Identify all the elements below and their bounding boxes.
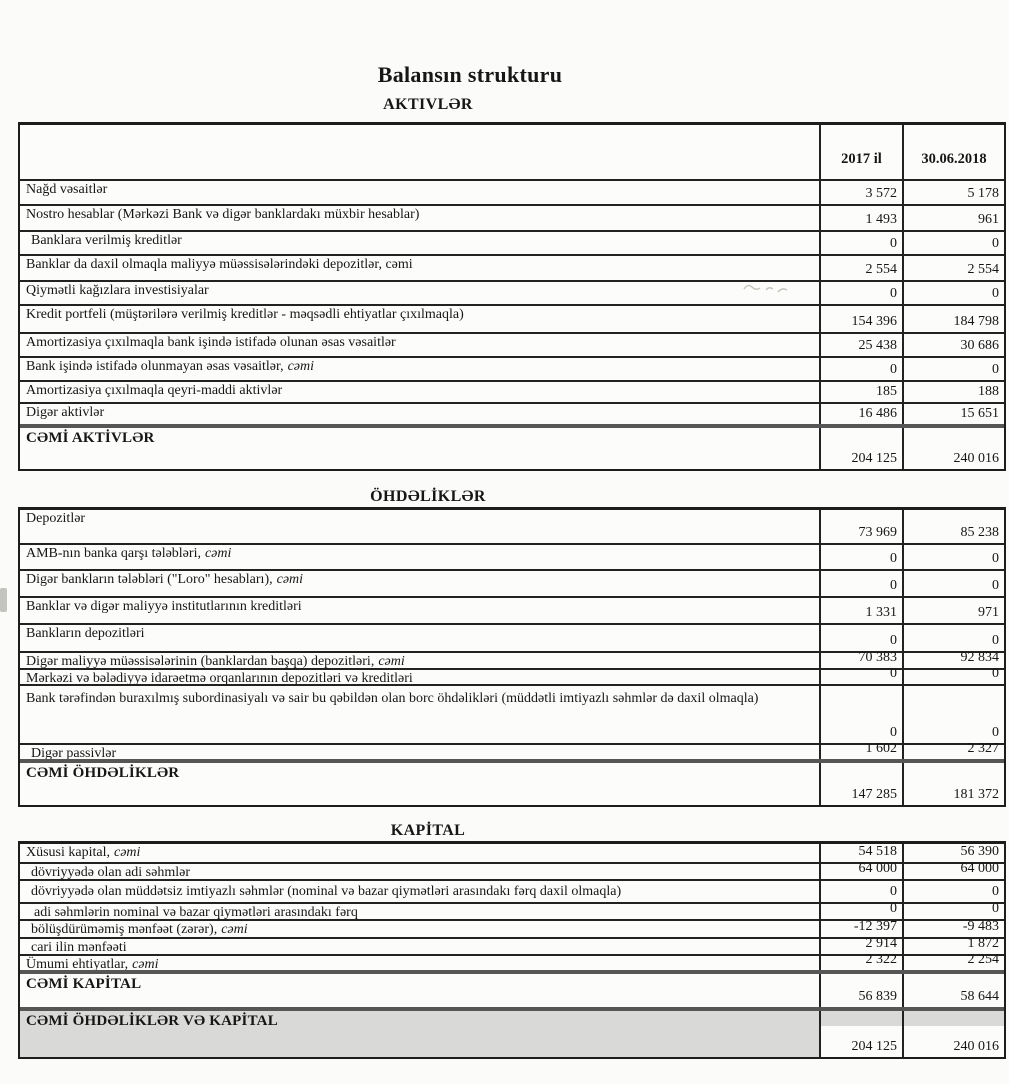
value-2017: 154 396 [819,306,902,332]
row-label-suffix: cəmi [378,654,405,668]
value-2018: 240 016 [902,428,1004,469]
row-label-suffix: cəmi [132,957,159,970]
table-kapital [18,841,1006,1059]
value-2017: 1 331 [819,598,902,623]
table-row [20,651,1004,668]
value-2017: 147 285 [819,763,902,805]
row-label: cari ilin mənfəəti [31,940,127,954]
value-2017: 0 [819,670,902,684]
value-2017: 73 969 [819,510,902,543]
table-row [20,879,1004,902]
table-row [20,510,1004,543]
value-2017: 0 [819,282,902,304]
row-label-text: Digər bankların tələbləri ("Loro" hesabları), [26,572,273,587]
row-label [20,358,819,380]
value-2018: 971 [902,598,1004,623]
value-2018: 2 554 [902,256,1004,280]
row-label: Amortizasiya çıxılmaqla bank işində istifadə olunan əsas vəsaitlər [26,335,396,350]
value-2017: 2 554 [819,256,902,280]
table-row [20,684,1004,743]
table-row [20,230,1004,254]
row-label: adi səhmlərin nominal və bazar qiymətləri arasındakı fərq [34,905,358,919]
row-label [20,545,819,569]
row-label-suffix: cəmi [276,572,304,587]
table-row [20,954,1004,970]
value-2018: 2 254 [902,956,1004,970]
row-label-text: Bank işində istifadə olunmayan əsas vəsaitlər, [26,359,284,374]
value-2018: 0 [902,358,1004,380]
row-label-suffix: cəmi [204,546,232,561]
value-2018: 1 872 [902,939,1004,954]
value-2018: 0 [902,686,1004,743]
row-label-suffix: cəmi [221,922,248,937]
value-2018: 0 [902,545,1004,569]
row-label: dövriyyədə olan adi səhmlər [31,865,191,879]
row-label [20,653,819,668]
value-2018: 240 016 [902,1011,1004,1057]
value-2017: 204 125 [819,428,902,469]
row-label: Digər passivlər [31,746,117,759]
value-2017: 0 [819,358,902,380]
value-2017: 0 [819,571,902,596]
row-label: Amortizasiya çıxılmaqla qeyri-maddi aktivlər [26,383,283,398]
value-2017: 0 [819,904,902,919]
section-heading-ohdelikler: ÖHDƏLİKLƏR [370,488,486,505]
table-row [20,668,1004,684]
table-row [20,623,1004,651]
table-row [20,569,1004,596]
value-2017: 1 602 [819,745,902,759]
table-row [20,304,1004,332]
row-label-text: Digər maliyyə müəssisələrinin (banklardan başqa) depozitləri, [26,654,375,668]
value-2017: 56 839 [819,974,902,1007]
column-header-2017: 2017 il [819,125,902,179]
row-label: dövriyyədə olan müddətsiz imtiyazlı səhmlər (nominal və bazar qiymətləri arasındakı fərq daxil olmaqla) [31,884,622,899]
total-row-ohdelikler [20,759,1004,805]
value-2017: 70 383 [819,653,902,668]
value-2017: 64 000 [819,864,902,879]
row-label: CƏMİ AKTİVLƏR [26,430,155,446]
value-2017: 1 493 [819,206,902,230]
value-2017: 0 [819,686,902,743]
value-2018: 184 798 [902,306,1004,332]
value-2018: 0 [902,625,1004,651]
table-row [20,543,1004,569]
table-row [20,862,1004,879]
value-2018: 0 [902,232,1004,254]
row-label: Nostro hesablar (Mərkəzi Bank və digər banklardakı müxbir hesablar) [26,207,420,222]
value-2018: 58 644 [902,974,1004,1007]
row-label: Digər aktivlər [26,405,105,420]
table-header-row [20,125,1004,179]
value-2018: 92 834 [902,653,1004,668]
total-row-kapital [20,970,1004,1007]
column-header-2018: 30.06.2018 [902,125,1004,179]
value-2017: 54 518 [819,844,902,862]
row-label-suffix: cəmi [287,359,315,374]
table-row [20,402,1004,424]
table-row [20,596,1004,623]
value-2018: 0 [902,282,1004,304]
value-2018: 64 000 [902,864,1004,879]
row-label [20,956,819,970]
row-label-text: AMB-nın banka qarşı tələbləri, [26,546,201,561]
row-label: Mərkəzi və bələdiyyə idarəetmə orqanlarının depozitləri və kreditləri [26,671,413,684]
value-2018: 15 651 [902,404,1004,424]
table-row [20,919,1004,937]
scan-smudge-artifact [0,588,7,612]
section-heading-kapital: KAPİTAL [390,822,466,839]
row-label-text: bölüşdürüməmiş mənfəət (zərər), [31,922,218,937]
value-2018: 0 [902,904,1004,919]
value-2018: -9 483 [902,921,1004,937]
header-empty-cell [20,125,819,179]
value-2017: 2 914 [819,939,902,954]
value-2018: 85 238 [902,510,1004,543]
value-2018: 30 686 [902,334,1004,356]
section-heading-aktivler: AKTIVLƏR [383,96,473,113]
table-row [20,332,1004,356]
value-2017: 2 322 [819,956,902,970]
row-label: Nağd vəsaitlər [26,182,108,197]
value-2018: 0 [902,881,1004,902]
row-label: Depozitlər [26,511,86,526]
value-2017: 25 438 [819,334,902,356]
row-label: Bankların depozitləri [26,626,145,641]
pencil-scribble-artifact [742,280,794,296]
value-2018: 56 390 [902,844,1004,862]
table-row [20,743,1004,759]
table-row [20,254,1004,280]
value-2017: 0 [819,881,902,902]
page-title: Balansın strukturu [377,62,563,87]
row-label: Kredit portfeli (müştərilərə verilmiş kreditlər - məqsədli ehtiyatlar çıxılmaqla) [26,307,464,322]
value-2018: 181 372 [902,763,1004,805]
value-2017: 0 [819,625,902,651]
table-ohdelikler [18,507,1006,807]
value-2018: 0 [902,670,1004,684]
table-row [20,280,1004,304]
value-2018: 0 [902,571,1004,596]
value-2017: 16 486 [819,404,902,424]
table-row [20,356,1004,380]
row-label-text: Xüsusi kapital, [26,845,110,860]
table-row [20,380,1004,402]
row-label-text: Ümumi ehtiyatlar, [26,957,129,970]
table-row [20,204,1004,230]
row-label: Banklara verilmiş kreditlər [31,233,182,248]
table-aktivler [18,122,1006,471]
value-2018: 961 [902,206,1004,230]
row-label [20,571,819,596]
total-row-aktivler [20,424,1004,469]
value-2017: 0 [819,545,902,569]
value-2018: 188 [902,382,1004,402]
row-label: Banklar da daxil olmaqla maliyyə müəssisələrindəki depozitlər, cəmi [26,257,413,272]
table-row [20,844,1004,862]
row-label: CƏMİ KAPİTAL [26,976,142,992]
value-2018: 5 178 [902,181,1004,204]
value-2017: 3 572 [819,181,902,204]
table-row [20,902,1004,919]
row-label: Banklar və digər maliyyə institutlarının kreditləri [26,599,302,614]
table-row [20,179,1004,204]
grand-total-row [20,1007,1004,1057]
row-label: Bank tərəfindən buraxılmış subordinasiyalı və sair bu qəbildən olan borc öhdəlikləri (müddətli imtiyazlı səhmlər də daxil olmaqla) [26,691,759,706]
value-2017: 204 125 [819,1011,902,1057]
value-2017: 185 [819,382,902,402]
table-row [20,937,1004,954]
value-2017: -12 397 [819,921,902,937]
value-2018: 2 327 [902,745,1004,759]
row-label-suffix: cəmi [114,845,141,860]
row-label [20,844,819,862]
row-label: CƏMİ ÖHDƏLİKLƏR VƏ KAPİTAL [20,1011,819,1057]
row-label: CƏMİ ÖHDƏLİKLƏR [26,765,180,781]
value-2017: 0 [819,232,902,254]
row-label: Qiymətli kağızlara investisiyalar [26,283,209,298]
row-label [20,921,819,937]
